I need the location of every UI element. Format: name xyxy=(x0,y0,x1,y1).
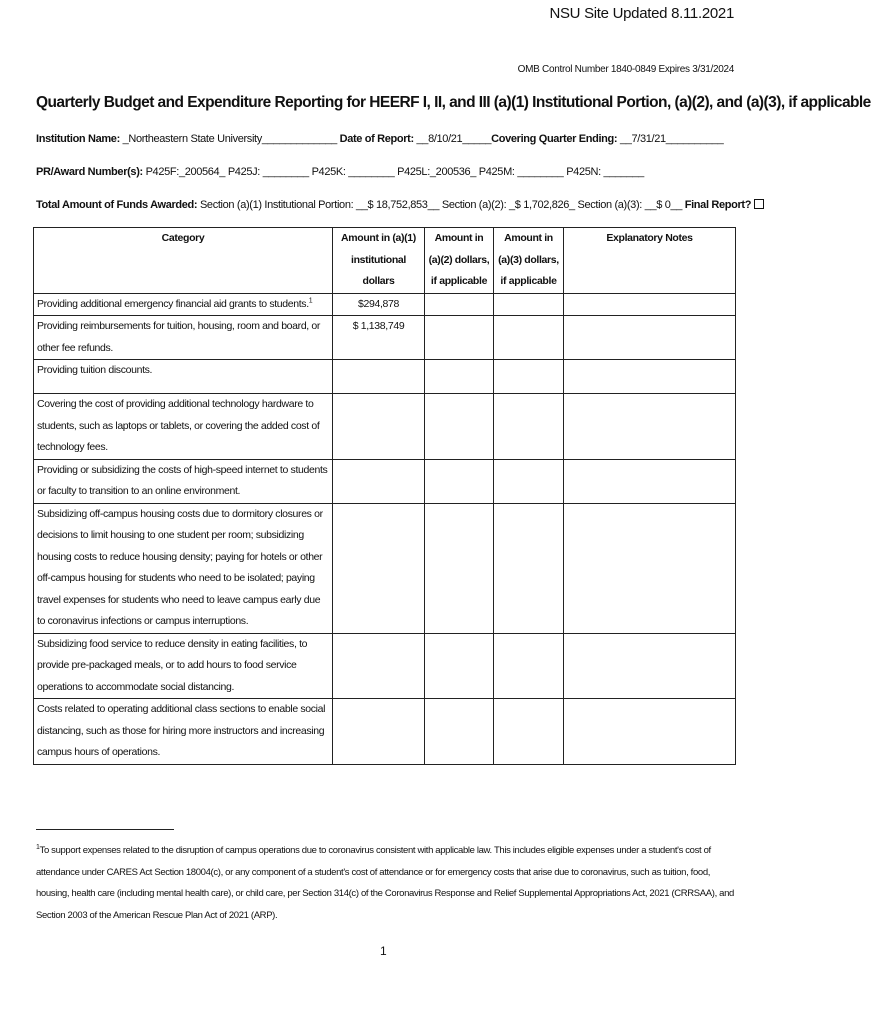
header-notes: Explanatory Notes xyxy=(564,228,736,294)
table-row xyxy=(34,633,736,699)
p425l-label: P425L: xyxy=(397,166,430,178)
notes-cell[interactable] xyxy=(564,459,736,503)
amount-a2-cell[interactable] xyxy=(425,633,494,699)
amount-a2-cell[interactable] xyxy=(425,503,494,633)
amount-a2-cell[interactable] xyxy=(425,360,494,394)
table-header-row xyxy=(34,228,736,294)
p425m-label: P425M: xyxy=(478,166,515,178)
footnote-divider xyxy=(36,829,174,830)
sec-a1-value: __$ 18,752,853__ xyxy=(356,199,440,211)
sec-a3-label: Section (a)(3): xyxy=(577,199,642,211)
final-report-checkbox[interactable] xyxy=(754,199,764,209)
budget-table xyxy=(33,227,736,765)
footnote-marker: 1 xyxy=(36,843,40,851)
notes-cell[interactable] xyxy=(564,360,736,394)
page-number: 1 xyxy=(380,944,387,958)
header-amount-a2: Amount in (a)(2) dollars, if applicable xyxy=(425,228,494,294)
category-cell xyxy=(34,293,333,316)
footnote xyxy=(36,840,736,926)
p425n-value: _______ xyxy=(603,166,644,178)
total-funds-line xyxy=(36,199,764,211)
p425f-label: P425F: xyxy=(145,166,179,178)
institution-value: _Northeastern State University_____________ xyxy=(122,133,337,145)
header-category: Category xyxy=(34,228,333,294)
table-row xyxy=(34,316,736,360)
date-label: Date of Report: xyxy=(339,133,414,145)
table-row xyxy=(34,360,736,394)
table-row xyxy=(34,394,736,460)
footnote-text: To support expenses related to the disruption of campus operations due to coronavirus consistent with applicable law. This includes eligible expenses under a student's cost of attendance under CARES Act Section 18004(c), or any component of a student's cost of attendance or for emergency costs that arise due to coronavirus, such as tuition, food, housing, health care (including mental health care), or child care, per Section 314(c) of the Coronavirus Response and Relief Supplemental Appropriations Act, 2021 (CRRSAA), and Section 2003 of the American Rescue Plan Act of 2021 (ARP). xyxy=(36,845,734,921)
p425n-label: P425N: xyxy=(566,166,601,178)
institution-label: Institution Name: xyxy=(36,133,120,145)
amount-a3-cell[interactable] xyxy=(494,394,564,460)
award-line xyxy=(36,166,644,178)
p425f-value: _200564_ xyxy=(178,166,226,178)
amount-a2-cell[interactable] xyxy=(425,459,494,503)
institution-line xyxy=(36,133,723,145)
table-row xyxy=(34,459,736,503)
amount-a1-cell[interactable] xyxy=(333,360,425,394)
page-title: Quarterly Budget and Expenditure Reporting for HEERF I, II, and III (a)(1) Institutional Portion, (a)(2), and (a)(3), if applicable xyxy=(36,94,871,111)
sec-a3-value: __$ 0__ xyxy=(644,199,683,211)
notes-cell[interactable] xyxy=(564,699,736,765)
category-cell: Costs related to operating additional class sections to enable social distancing, such as those for hiring more instructors and increasing campus hours of operations. xyxy=(34,699,333,765)
p425m-value: ________ xyxy=(517,166,564,178)
p425k-value: ________ xyxy=(348,166,395,178)
amount-a2-cell[interactable] xyxy=(425,699,494,765)
table-row xyxy=(34,293,736,316)
notes-cell[interactable] xyxy=(564,394,736,460)
footnote-ref: 1 xyxy=(308,297,313,304)
quarter-label: Covering Quarter Ending: xyxy=(491,133,618,145)
amount-a3-cell[interactable] xyxy=(494,503,564,633)
notes-cell[interactable] xyxy=(564,293,736,316)
date-value: __8/10/21_____ xyxy=(416,133,492,145)
amount-a3-cell[interactable] xyxy=(494,360,564,394)
award-label: PR/Award Number(s): xyxy=(36,166,143,178)
amount-a2-cell[interactable] xyxy=(425,293,494,316)
table-row xyxy=(34,699,736,765)
amount-a1-cell[interactable] xyxy=(333,699,425,765)
header-amount-a1: Amount in (a)(1) institutional dollars xyxy=(333,228,425,294)
header-amount-a3: Amount in (a)(3) dollars, if applicable xyxy=(494,228,564,294)
amount-a3-cell[interactable] xyxy=(494,699,564,765)
category-cell: Providing reimbursements for tuition, housing, room and board, or other fee refunds. xyxy=(34,316,333,360)
sec-a2-value: _$ 1,702,826_ xyxy=(509,199,575,211)
amount-a1-cell[interactable] xyxy=(333,633,425,699)
sec-a2-label: Section (a)(2): xyxy=(441,199,507,211)
notes-cell[interactable] xyxy=(564,633,736,699)
amount-a3-cell[interactable] xyxy=(494,459,564,503)
amount-a1-cell[interactable]: $ 1,138,749 xyxy=(333,316,425,360)
p425k-label: P425K: xyxy=(311,166,346,178)
sec-a1-label: Section (a)(1) Institutional Portion: xyxy=(199,199,354,211)
quarter-value: __7/31/21__________ xyxy=(619,133,724,145)
category-cell: Covering the cost of providing additional technology hardware to students, such as laptops or tablets, or covering the added cost of technology fees. xyxy=(34,394,333,460)
amount-a3-cell[interactable] xyxy=(494,633,564,699)
p425j-label: P425J: xyxy=(227,166,260,178)
amount-a3-cell[interactable] xyxy=(494,293,564,316)
category-cell: Providing or subsidizing the costs of high-speed internet to students or faculty to transition to an online environment. xyxy=(34,459,333,503)
omb-control-number: OMB Control Number 1840-0849 Expires 3/31/2024 xyxy=(517,64,734,75)
amount-a1-cell[interactable] xyxy=(333,394,425,460)
notes-cell[interactable] xyxy=(564,316,736,360)
total-label: Total Amount of Funds Awarded: xyxy=(36,199,198,211)
amount-a2-cell[interactable] xyxy=(425,394,494,460)
amount-a3-cell[interactable] xyxy=(494,316,564,360)
notes-cell[interactable] xyxy=(564,503,736,633)
category-cell: Subsidizing food service to reduce density in eating facilities, to provide pre-packaged meals, or to add hours to food service operations to accommodate social distancing. xyxy=(34,633,333,699)
final-report-label: Final Report? xyxy=(684,199,752,211)
site-updated-note: NSU Site Updated 8.11.2021 xyxy=(549,5,734,22)
table-row xyxy=(34,503,736,633)
amount-a1-cell[interactable] xyxy=(333,503,425,633)
category-cell: Subsidizing off-campus housing costs due to dormitory closures or decisions to limit housing to one student per room; subsidizing housing costs to reduce housing density; paying for hotels or other off-campus housing for students who need to be isolated; paying travel expenses for students who need to leave campus early due to coronavirus infections or campus interruptions. xyxy=(34,503,333,633)
category-text: Providing additional emergency financial aid grants to students. xyxy=(37,297,309,310)
amount-a2-cell[interactable] xyxy=(425,316,494,360)
amount-a1-cell[interactable]: $294,878 xyxy=(333,293,425,316)
p425l-value: _200536_ xyxy=(429,166,477,178)
p425j-value: ________ xyxy=(262,166,309,178)
category-cell: Providing tuition discounts. xyxy=(34,360,333,394)
amount-a1-cell[interactable] xyxy=(333,459,425,503)
